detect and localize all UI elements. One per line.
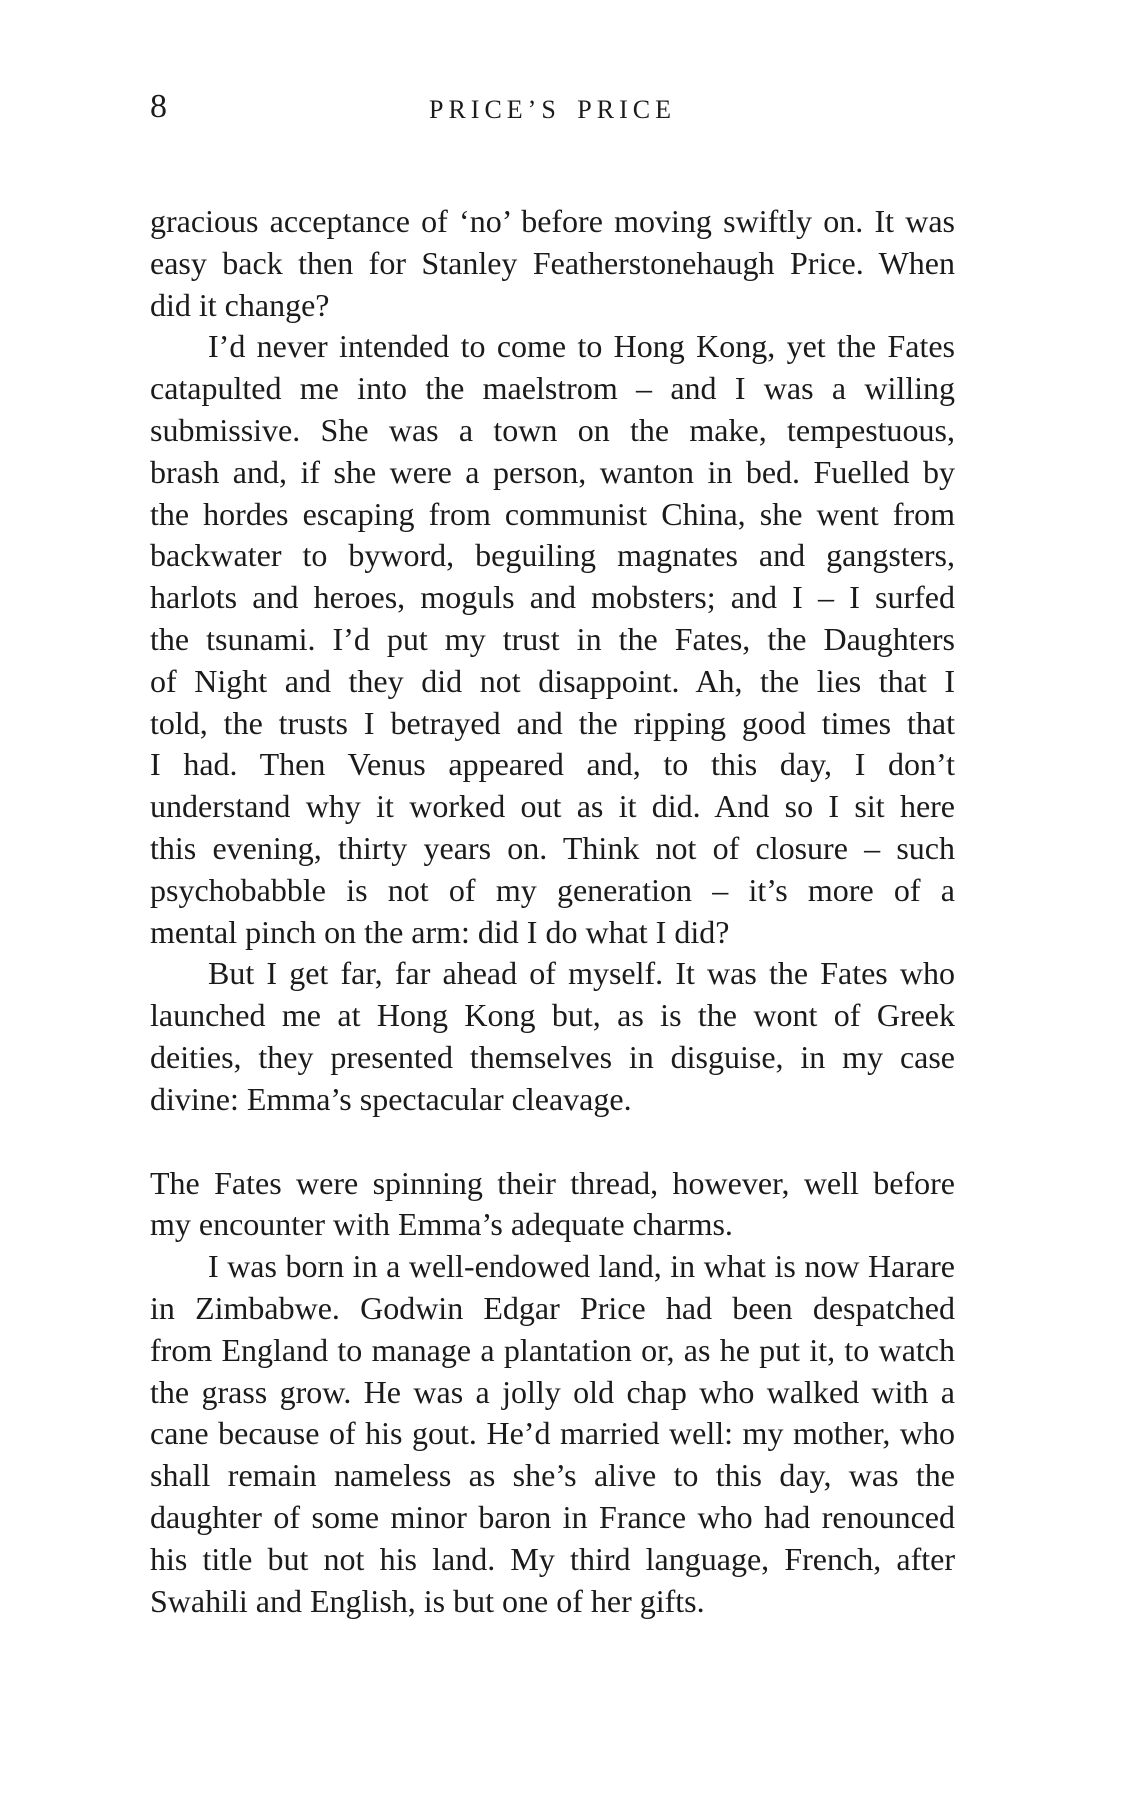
paragraph — [150, 953, 955, 1120]
paragraph — [150, 326, 955, 953]
text-line: in Zimbabwe. Godwin Edgar Price had been despatched — [150, 1289, 955, 1326]
paragraph — [150, 1246, 955, 1622]
running-title: PRICE’S PRICE — [429, 95, 676, 124]
text-line: did it change? — [150, 286, 330, 323]
text-line: the tsunami. I’d put my trust in the Fates, the Daughters — [150, 620, 955, 657]
text-line: cane because of his gout. He’d married well: my mother, who — [150, 1415, 955, 1452]
text-line: brash and, if she were a person, wanton in bed. Fuelled by — [150, 453, 955, 490]
text-line: psychobabble is not of my generation – it’s more of a — [150, 871, 955, 908]
text-line: the grass grow. He was a jolly old chap who walked with a — [150, 1373, 955, 1410]
text-line: his title but not his land. My third language, French, after — [150, 1540, 955, 1577]
page-header — [150, 90, 955, 134]
text-line: submissive. She was a town on the make, tempestuous, — [150, 411, 955, 448]
text-line: divine: Emma’s spectacular cleavage. — [150, 1080, 632, 1117]
text-line: I was born in a well-endowed land, in what is now Harare — [208, 1248, 955, 1285]
text-line: told, the trusts I betrayed and the ripping good times that — [150, 704, 955, 741]
text-line: this evening, thirty years on. Think not of closure – such — [150, 829, 955, 866]
text-line: harlots and heroes, moguls and mobsters; and I – I surfed — [150, 579, 955, 616]
text-line: understand why it worked out as it did. And so I sit here — [150, 788, 955, 825]
text-line: catapulted me into the maelstrom – and I was a willing — [150, 370, 955, 407]
text-line: easy back then for Stanley Featherstonehaugh Price. When — [150, 244, 955, 281]
text-line: The Fates were spinning their thread, however, well before — [150, 1164, 955, 1201]
body-text — [150, 201, 955, 1622]
text-line: deities, they presented themselves in disguise, in my case — [150, 1038, 955, 1075]
text-line: daughter of some minor baron in France who had renounced — [150, 1498, 955, 1535]
text-line: from England to manage a plantation or, as he put it, to watch — [150, 1331, 955, 1368]
text-line: backwater to byword, beguiling magnates and gangsters, — [150, 537, 955, 574]
text-line: my encounter with Emma’s adequate charms. — [150, 1206, 733, 1243]
text-line: But I get far, far ahead of myself. It was the Fates who — [208, 955, 955, 992]
text-line: I’d never intended to come to Hong Kong, yet the Fates — [208, 328, 955, 365]
paragraph — [150, 1163, 955, 1247]
text-line: mental pinch on the arm: did I do what I did? — [150, 913, 730, 950]
text-line: Swahili and English, is but one of her gifts. — [150, 1582, 705, 1619]
text-line: launched me at Hong Kong but, as is the wont of Greek — [150, 997, 955, 1034]
paragraph — [150, 201, 955, 326]
text-line: the hordes escaping from communist China, she went from — [150, 495, 955, 532]
text-line: shall remain nameless as she’s alive to this day, was the — [150, 1457, 955, 1494]
text-line: I had. Then Venus appeared and, to this day, I don’t — [150, 746, 955, 783]
text-line: of Night and they did not disappoint. Ah, the lies that I — [150, 662, 955, 699]
page-number: 8 — [150, 88, 167, 125]
text-line: gracious acceptance of ‘no’ before moving swiftly on. It was — [150, 203, 955, 239]
